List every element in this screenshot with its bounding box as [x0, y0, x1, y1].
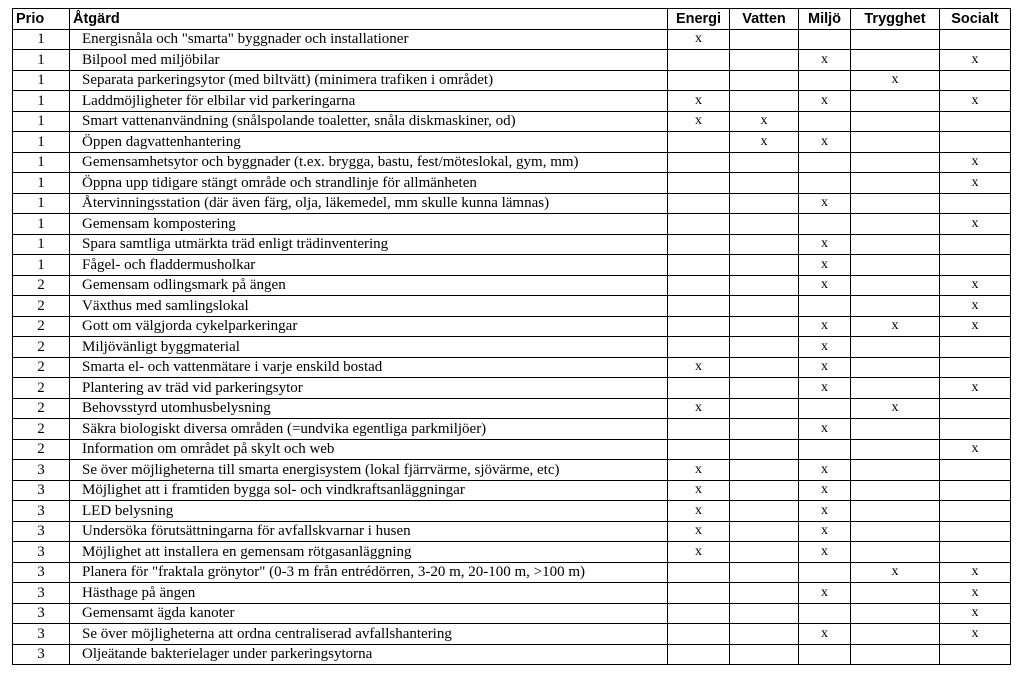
- vatten-cell: [730, 255, 799, 276]
- trygghet-cell: [851, 214, 940, 235]
- prio-cell: 2: [13, 316, 70, 337]
- energi-cell: [668, 378, 730, 399]
- action-cell: Möjlighet att i framtiden bygga sol- och vindkraftsanläggningar: [70, 480, 668, 501]
- vatten-cell: [730, 234, 799, 255]
- prio-cell: 1: [13, 29, 70, 50]
- socialt-cell: [940, 460, 1011, 481]
- prio-cell: 1: [13, 111, 70, 132]
- socialt-cell: x: [940, 562, 1011, 583]
- trygghet-cell: [851, 255, 940, 276]
- socialt-cell: x: [940, 275, 1011, 296]
- trygghet-cell: [851, 439, 940, 460]
- action-cell: LED belysning: [70, 501, 668, 522]
- table-row: [13, 501, 1011, 522]
- miljo-cell: x: [799, 234, 851, 255]
- energi-cell: [668, 296, 730, 317]
- miljo-cell: x: [799, 193, 851, 214]
- energi-cell: x: [668, 29, 730, 50]
- prio-cell: 3: [13, 562, 70, 583]
- energi-cell: [668, 439, 730, 460]
- action-cell: Laddmöjligheter för elbilar vid parkeringarna: [70, 91, 668, 112]
- miljo-cell: [799, 173, 851, 194]
- miljo-cell: x: [799, 275, 851, 296]
- prio-cell: 2: [13, 439, 70, 460]
- miljo-cell: [799, 111, 851, 132]
- miljo-cell: x: [799, 521, 851, 542]
- miljo-cell: [799, 70, 851, 91]
- energi-cell: [668, 173, 730, 194]
- prio-cell: 2: [13, 357, 70, 378]
- miljo-cell: x: [799, 50, 851, 71]
- table-row: [13, 152, 1011, 173]
- energi-cell: x: [668, 91, 730, 112]
- energi-cell: x: [668, 542, 730, 563]
- socialt-cell: x: [940, 624, 1011, 645]
- trygghet-cell: x: [851, 562, 940, 583]
- trygghet-cell: [851, 378, 940, 399]
- action-cell: Gemensam odlingsmark på ängen: [70, 275, 668, 296]
- prio-cell: 3: [13, 542, 70, 563]
- socialt-cell: [940, 111, 1011, 132]
- table-row: [13, 378, 1011, 399]
- table-row: [13, 337, 1011, 358]
- table-row: [13, 132, 1011, 153]
- vatten-cell: [730, 337, 799, 358]
- prio-cell: 3: [13, 521, 70, 542]
- action-cell: Öppna upp tidigare stängt område och strandlinje för allmänheten: [70, 173, 668, 194]
- table-row: [13, 603, 1011, 624]
- table-row: [13, 255, 1011, 276]
- prio-cell: 3: [13, 480, 70, 501]
- energi-cell: [668, 624, 730, 645]
- action-cell: Växthus med samlingslokal: [70, 296, 668, 317]
- miljo-cell: x: [799, 624, 851, 645]
- action-cell: Smarta el- och vattenmätare i varje enskild bostad: [70, 357, 668, 378]
- vatten-cell: [730, 357, 799, 378]
- prio-cell: 1: [13, 70, 70, 91]
- table-row: [13, 542, 1011, 563]
- socialt-cell: [940, 644, 1011, 665]
- table-row: [13, 234, 1011, 255]
- action-cell: Säkra biologiskt diversa områden (=undvika egentliga parkmiljöer): [70, 419, 668, 440]
- prio-cell: 3: [13, 624, 70, 645]
- trygghet-cell: [851, 132, 940, 153]
- action-cell: Fågel- och fladdermusholkar: [70, 255, 668, 276]
- energi-cell: [668, 214, 730, 235]
- prio-cell: 1: [13, 214, 70, 235]
- vatten-cell: [730, 29, 799, 50]
- socialt-cell: x: [940, 583, 1011, 604]
- prio-cell: 2: [13, 378, 70, 399]
- miljo-cell: [799, 398, 851, 419]
- energi-cell: [668, 583, 730, 604]
- vatten-cell: [730, 644, 799, 665]
- trygghet-cell: [851, 29, 940, 50]
- action-cell: Planera för "fraktala grönytor" (0-3 m från entrédörren, 3-20 m, 20-100 m, >100 m): [70, 562, 668, 583]
- energi-cell: [668, 419, 730, 440]
- socialt-cell: [940, 29, 1011, 50]
- vatten-cell: [730, 521, 799, 542]
- table-row: [13, 316, 1011, 337]
- miljo-cell: [799, 296, 851, 317]
- socialt-cell: x: [940, 316, 1011, 337]
- socialt-cell: x: [940, 173, 1011, 194]
- socialt-cell: [940, 357, 1011, 378]
- socialt-cell: [940, 255, 1011, 276]
- prio-cell: 1: [13, 91, 70, 112]
- action-cell: Plantering av träd vid parkeringsytor: [70, 378, 668, 399]
- header-prio: Prio: [13, 9, 70, 30]
- header-miljo: Miljö: [799, 9, 851, 30]
- header-energi: Energi: [668, 9, 730, 30]
- table-row: [13, 480, 1011, 501]
- action-cell: Oljeätande bakterielager under parkeringsytorna: [70, 644, 668, 665]
- trygghet-cell: [851, 501, 940, 522]
- vatten-cell: [730, 624, 799, 645]
- table-row: [13, 460, 1011, 481]
- trygghet-cell: [851, 419, 940, 440]
- prio-cell: 2: [13, 296, 70, 317]
- table-row: [13, 439, 1011, 460]
- miljo-cell: x: [799, 357, 851, 378]
- vatten-cell: [730, 562, 799, 583]
- action-cell: Gott om välgjorda cykelparkeringar: [70, 316, 668, 337]
- energi-cell: [668, 132, 730, 153]
- action-cell: Separata parkeringsytor (med biltvätt) (minimera trafiken i området): [70, 70, 668, 91]
- action-cell: Miljövänligt byggmaterial: [70, 337, 668, 358]
- vatten-cell: [730, 91, 799, 112]
- table-row: [13, 357, 1011, 378]
- vatten-cell: [730, 501, 799, 522]
- trygghet-cell: [851, 234, 940, 255]
- socialt-cell: [940, 337, 1011, 358]
- energi-cell: [668, 337, 730, 358]
- table-row: [13, 521, 1011, 542]
- table-row: [13, 111, 1011, 132]
- table-row: [13, 214, 1011, 235]
- trygghet-cell: [851, 521, 940, 542]
- table-row: [13, 193, 1011, 214]
- socialt-cell: x: [940, 296, 1011, 317]
- vatten-cell: [730, 603, 799, 624]
- energi-cell: [668, 255, 730, 276]
- table-row: [13, 173, 1011, 194]
- miljo-cell: x: [799, 316, 851, 337]
- vatten-cell: [730, 50, 799, 71]
- action-cell: Energisnåla och "smarta" byggnader och installationer: [70, 29, 668, 50]
- trygghet-cell: [851, 583, 940, 604]
- trygghet-cell: [851, 111, 940, 132]
- vatten-cell: [730, 378, 799, 399]
- miljo-cell: x: [799, 132, 851, 153]
- vatten-cell: [730, 296, 799, 317]
- socialt-cell: [940, 419, 1011, 440]
- vatten-cell: [730, 193, 799, 214]
- table-row: [13, 70, 1011, 91]
- table-row: [13, 562, 1011, 583]
- socialt-cell: [940, 193, 1011, 214]
- prio-cell: 1: [13, 255, 70, 276]
- trygghet-cell: [851, 275, 940, 296]
- action-cell: Smart vattenanvändning (snålspolande toaletter, snåla diskmaskiner, od): [70, 111, 668, 132]
- action-cell: Återvinningsstation (där även färg, olja, läkemedel, mm skulle kunna lämnas): [70, 193, 668, 214]
- vatten-cell: x: [730, 111, 799, 132]
- miljo-cell: [799, 644, 851, 665]
- action-cell: Se över möjligheterna att ordna centraliserad avfallshantering: [70, 624, 668, 645]
- energi-cell: [668, 562, 730, 583]
- energi-cell: x: [668, 480, 730, 501]
- header-row: [13, 9, 1011, 30]
- socialt-cell: x: [940, 603, 1011, 624]
- prio-cell: 3: [13, 644, 70, 665]
- socialt-cell: [940, 480, 1011, 501]
- vatten-cell: [730, 152, 799, 173]
- measures-table: [12, 8, 1011, 665]
- prio-cell: 1: [13, 193, 70, 214]
- header-vatten: Vatten: [730, 9, 799, 30]
- trygghet-cell: [851, 357, 940, 378]
- prio-cell: 3: [13, 460, 70, 481]
- trygghet-cell: [851, 624, 940, 645]
- socialt-cell: x: [940, 91, 1011, 112]
- trygghet-cell: [851, 173, 940, 194]
- trygghet-cell: x: [851, 316, 940, 337]
- trygghet-cell: [851, 91, 940, 112]
- energi-cell: [668, 50, 730, 71]
- table-row: [13, 419, 1011, 440]
- action-cell: Gemensamt ägda kanoter: [70, 603, 668, 624]
- prio-cell: 1: [13, 173, 70, 194]
- table-row: [13, 91, 1011, 112]
- socialt-cell: x: [940, 214, 1011, 235]
- vatten-cell: [730, 460, 799, 481]
- miljo-cell: x: [799, 542, 851, 563]
- energi-cell: [668, 70, 730, 91]
- header-socialt: Socialt: [940, 9, 1011, 30]
- miljo-cell: x: [799, 501, 851, 522]
- socialt-cell: x: [940, 152, 1011, 173]
- vatten-cell: [730, 439, 799, 460]
- prio-cell: 1: [13, 234, 70, 255]
- table-row: [13, 50, 1011, 71]
- energi-cell: x: [668, 521, 730, 542]
- energi-cell: x: [668, 501, 730, 522]
- trygghet-cell: x: [851, 70, 940, 91]
- vatten-cell: [730, 70, 799, 91]
- miljo-cell: [799, 562, 851, 583]
- trygghet-cell: [851, 460, 940, 481]
- action-cell: Möjlighet att installera en gemensam rötgasanläggning: [70, 542, 668, 563]
- socialt-cell: x: [940, 50, 1011, 71]
- prio-cell: 3: [13, 603, 70, 624]
- table-row: [13, 275, 1011, 296]
- miljo-cell: x: [799, 583, 851, 604]
- miljo-cell: x: [799, 460, 851, 481]
- socialt-cell: [940, 234, 1011, 255]
- trygghet-cell: [851, 603, 940, 624]
- trygghet-cell: [851, 480, 940, 501]
- miljo-cell: x: [799, 255, 851, 276]
- miljo-cell: [799, 214, 851, 235]
- action-cell: Se över möjligheterna till smarta energisystem (lokal fjärrvärme, sjövärme, etc): [70, 460, 668, 481]
- table-row: [13, 624, 1011, 645]
- vatten-cell: x: [730, 132, 799, 153]
- socialt-cell: [940, 521, 1011, 542]
- energi-cell: [668, 275, 730, 296]
- prio-cell: 3: [13, 501, 70, 522]
- action-cell: Information om området på skylt och web: [70, 439, 668, 460]
- energi-cell: [668, 316, 730, 337]
- action-cell: Hästhage på ängen: [70, 583, 668, 604]
- trygghet-cell: [851, 644, 940, 665]
- table-row: [13, 296, 1011, 317]
- miljo-cell: [799, 152, 851, 173]
- action-cell: Öppen dagvattenhantering: [70, 132, 668, 153]
- vatten-cell: [730, 275, 799, 296]
- socialt-cell: [940, 70, 1011, 91]
- action-cell: Behovsstyrd utomhusbelysning: [70, 398, 668, 419]
- vatten-cell: [730, 316, 799, 337]
- action-cell: Undersöka förutsättningarna för avfallskvarnar i husen: [70, 521, 668, 542]
- action-cell: Bilpool med miljöbilar: [70, 50, 668, 71]
- vatten-cell: [730, 173, 799, 194]
- energi-cell: [668, 603, 730, 624]
- miljo-cell: x: [799, 337, 851, 358]
- socialt-cell: x: [940, 378, 1011, 399]
- socialt-cell: [940, 398, 1011, 419]
- miljo-cell: x: [799, 480, 851, 501]
- action-cell: Spara samtliga utmärkta träd enligt trädinventering: [70, 234, 668, 255]
- miljo-cell: x: [799, 419, 851, 440]
- trygghet-cell: [851, 296, 940, 317]
- action-cell: Gemensamhetsytor och byggnader (t.ex. brygga, bastu, fest/möteslokal, gym, mm): [70, 152, 668, 173]
- prio-cell: 1: [13, 152, 70, 173]
- socialt-cell: [940, 501, 1011, 522]
- vatten-cell: [730, 480, 799, 501]
- energi-cell: x: [668, 357, 730, 378]
- energi-cell: [668, 234, 730, 255]
- table-row: [13, 29, 1011, 50]
- prio-cell: 2: [13, 398, 70, 419]
- trygghet-cell: [851, 193, 940, 214]
- table-row: [13, 644, 1011, 665]
- socialt-cell: [940, 542, 1011, 563]
- miljo-cell: [799, 603, 851, 624]
- table-row: [13, 583, 1011, 604]
- vatten-cell: [730, 542, 799, 563]
- socialt-cell: [940, 132, 1011, 153]
- miljo-cell: [799, 439, 851, 460]
- header-atgard: Åtgärd: [70, 9, 668, 30]
- socialt-cell: x: [940, 439, 1011, 460]
- header-trygghet: Trygghet: [851, 9, 940, 30]
- prio-cell: 2: [13, 275, 70, 296]
- vatten-cell: [730, 398, 799, 419]
- energi-cell: [668, 193, 730, 214]
- energi-cell: x: [668, 398, 730, 419]
- trygghet-cell: x: [851, 398, 940, 419]
- energi-cell: x: [668, 460, 730, 481]
- prio-cell: 2: [13, 419, 70, 440]
- vatten-cell: [730, 419, 799, 440]
- prio-cell: 1: [13, 50, 70, 71]
- miljo-cell: [799, 29, 851, 50]
- energi-cell: x: [668, 111, 730, 132]
- table-row: [13, 398, 1011, 419]
- prio-cell: 1: [13, 132, 70, 153]
- action-cell: Gemensam kompostering: [70, 214, 668, 235]
- trygghet-cell: [851, 152, 940, 173]
- prio-cell: 2: [13, 337, 70, 358]
- energi-cell: [668, 644, 730, 665]
- energi-cell: [668, 152, 730, 173]
- trygghet-cell: [851, 337, 940, 358]
- vatten-cell: [730, 214, 799, 235]
- prio-cell: 3: [13, 583, 70, 604]
- miljo-cell: x: [799, 378, 851, 399]
- miljo-cell: x: [799, 91, 851, 112]
- trygghet-cell: [851, 50, 940, 71]
- trygghet-cell: [851, 542, 940, 563]
- vatten-cell: [730, 583, 799, 604]
